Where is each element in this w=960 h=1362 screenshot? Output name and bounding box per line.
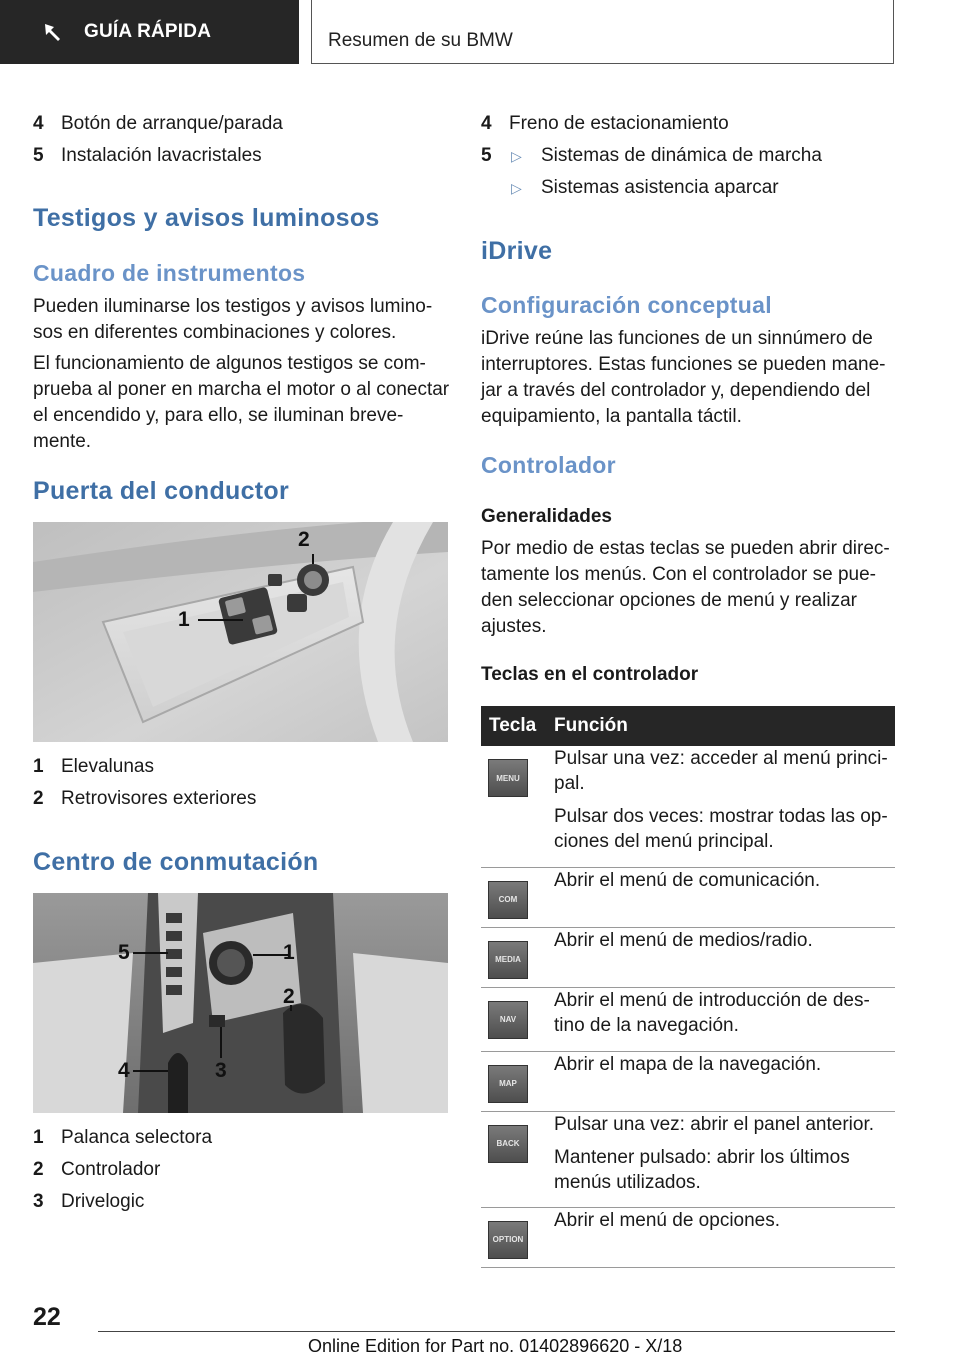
list-item [481,144,822,168]
heading-puerta: Puerta del conductor [33,477,290,505]
list-item [33,112,283,136]
list-item [33,1126,212,1150]
com-key-icon: COM [488,881,528,919]
list-item [33,144,262,168]
triangle-bullet-icon: ▷ [511,148,522,164]
map-key-icon: MAP [488,1065,528,1103]
item-number: 1 [33,1127,44,1148]
heading-idrive: iDrive [481,237,553,265]
item-text: Freno de estacionamiento [509,113,729,134]
quick-guide-label: GUÍA RÁPIDA [84,21,212,42]
function-text: Abrir el menú de comunicación. [554,869,821,891]
item-number: 2 [33,788,44,809]
table-header-row [481,706,895,746]
heading-config: Configuración conceptual [481,292,772,318]
item-number: 2 [33,1159,44,1180]
function-text: Abrir el menú de medios/radio. [554,929,813,951]
function-text: Abrir el menú de introducción de des‐ tino de la navegación. [554,989,870,1036]
heading-controlador: Controlador [481,452,616,478]
item-number: 5 [481,145,492,166]
list-item [33,755,154,779]
table-row [481,867,895,927]
column-header-key: Tecla [481,706,554,746]
item-text: Drivelogic [61,1191,145,1212]
console-callout-4: 4 [118,1059,130,1082]
item-number: 4 [481,113,492,134]
table-row [481,987,895,1051]
table-row [481,1111,895,1207]
door-callout-1: 1 [178,608,190,631]
media-key-icon: MEDIA [488,941,528,979]
quick-guide-arrow-icon [42,21,64,43]
heading-cuadro: Cuadro de instrumentos [33,260,306,286]
item-text: Elevalunas [61,756,154,777]
door-callout-2: 2 [298,528,310,551]
triangle-bullet-icon: ▷ [511,180,522,196]
nav-key-icon: NAV [488,1001,528,1039]
item-number: 4 [33,113,44,134]
heading-generalidades: Generalidades [481,506,612,527]
item-text: Instalación lavacristales [61,145,262,166]
function-text: Pulsar dos veces: mostrar todas las op‐ ciones del menú principal. [554,806,888,852]
paragraph-testigos-1: Pueden iluminarse los testigos y avisos lumino‐ sos en diferentes combinaciones y colores. [33,296,433,343]
footer-divider [98,1331,895,1332]
item-text: Controlador [61,1159,161,1180]
center-console-photo [33,893,448,1113]
item-text: Sistemas de dinámica de marcha [541,145,822,166]
function-text: Abrir el mapa de la navegación. [554,1053,822,1075]
section-header [311,0,894,64]
item-number [481,176,509,200]
table-row [481,927,895,987]
column-header-function: Función [554,706,895,746]
item-number: 3 [33,1191,44,1212]
function-text: Pulsar una vez: abrir el panel anterior. [554,1113,875,1135]
edition-footer: Online Edition for Part no. 01402896620 - X/18 [308,1336,683,1356]
table-row [481,1051,895,1111]
list-item [481,112,729,136]
table-row [481,1207,895,1267]
console-callout-3: 3 [215,1059,227,1082]
list-item [33,1158,160,1182]
table-row [481,746,895,867]
list-item [33,1190,144,1214]
back-key-icon: BACK [488,1125,528,1163]
item-text: Palanca selectora [61,1127,213,1148]
item-number: 1 [33,756,44,777]
paragraph-generalidades: Por medio de estas teclas se pueden abrir direc‐ tamente los menús. Con el controlador se pue‐ den seleccionar opciones de menú y realizar ajustes. [481,538,890,637]
function-text: Mantener pulsado: abrir los últimos menús utilizados. [554,1146,850,1193]
console-callout-1: 1 [283,941,295,964]
paragraph-testigos-2: El funcionamiento de algunos testigos se com‐ prueba al poner en marcha el motor o al conectar el encendido y, para ello, se iluminan breve‐ mente. [33,353,450,452]
list-item [33,787,256,811]
menu-key-icon: MENU [488,759,528,797]
list-item [481,176,779,200]
function-text: Abrir el menú de opciones. [554,1209,781,1231]
item-text: Botón de arranque/parada [61,113,283,134]
heading-testigos: Testigos y avisos luminosos [33,204,380,232]
controller-keys-table [481,706,895,1268]
door-panel-photo [33,522,448,742]
item-number: 5 [33,145,44,166]
heading-centro: Centro de conmutación [33,848,319,876]
quick-guide-tab[interactable] [0,0,299,64]
console-callout-2: 2 [283,985,295,1008]
paragraph-idrive: iDrive reúne las funciones de un sinnúmero de interruptores. Estas funciones se pueden mane‐ jar a través del controlador y, dependiendo del equipamiento, la pantalla táctil. [481,328,886,427]
console-callout-5: 5 [118,941,130,964]
item-text: Retrovisores exteriores [61,788,257,809]
item-text: Sistemas asistencia aparcar [541,177,779,198]
page-number: 22 [33,1303,61,1331]
heading-teclas: Teclas en el controlador [481,664,699,685]
option-key-icon: OPTION [488,1221,528,1259]
function-text: Pulsar una vez: acceder al menú princi‐ pal. [554,748,888,794]
section-title: Resumen de su BMW [328,30,513,51]
